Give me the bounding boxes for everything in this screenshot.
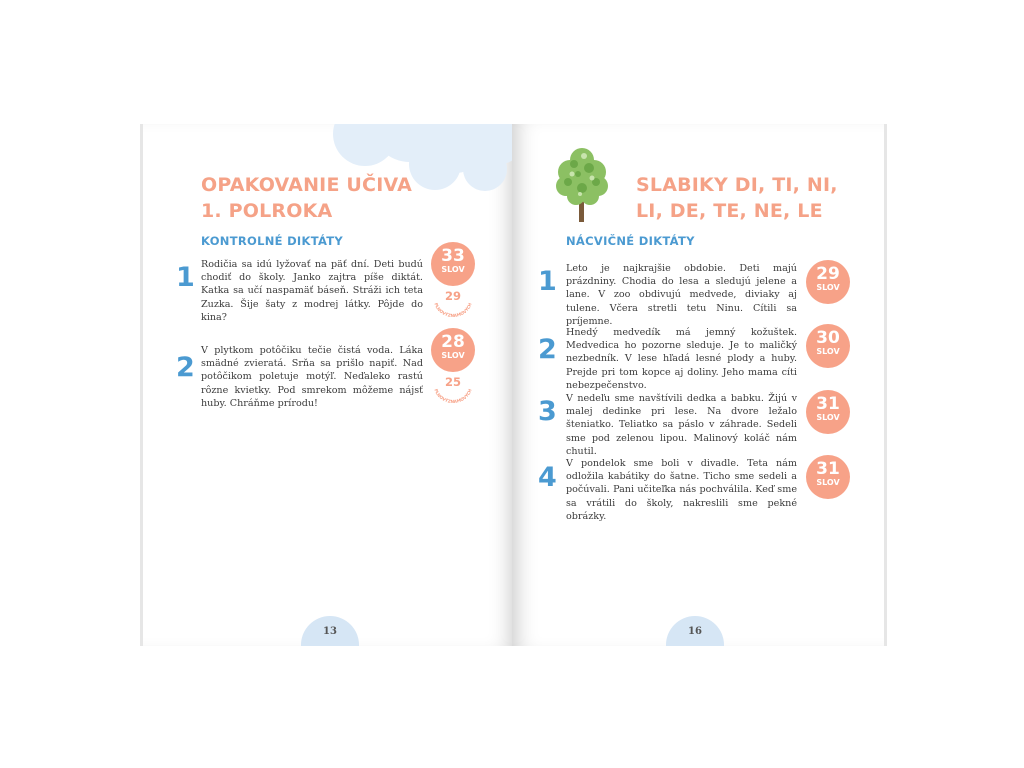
page-number: 16 xyxy=(688,626,702,637)
content-word-count: 29 xyxy=(444,289,461,303)
right-page xyxy=(512,124,887,646)
dictation-number: 1 xyxy=(538,266,557,297)
word-count-badge xyxy=(431,242,475,286)
word-count: 31 xyxy=(816,394,840,414)
page-number-circle xyxy=(666,616,724,646)
dictation-text: V plytkom potôčiku tečie čistá voda. Láka smädné zvieratá. Srňa sa prišlo napiť. Nad potôčikom poletuje motýľ. Neďaleko rastú rôzne kvietky. Pod smrekom môžeme nájsť huby. Chráňme prírodu! xyxy=(201,345,423,409)
word-count: 29 xyxy=(816,264,840,284)
word-count: 30 xyxy=(816,328,840,348)
dictation-number: 2 xyxy=(176,352,195,383)
content-word-arc xyxy=(430,290,476,318)
word-count: 28 xyxy=(441,332,465,352)
svg-text:PLNOVÝZNAMOVÝCH: PLNOVÝZNAMOVÝCH xyxy=(433,302,473,318)
word-count: 33 xyxy=(441,246,465,266)
word-count-badge xyxy=(806,260,850,304)
word-label: SLOV xyxy=(441,351,465,360)
page-number: 13 xyxy=(323,626,337,637)
title-line-2: LI, DE, TE, NE, LE xyxy=(636,200,823,222)
content-word-arc xyxy=(430,376,476,404)
page-title xyxy=(636,172,838,224)
left-page xyxy=(140,124,515,646)
dictation-text: V pondelok sme boli v divadle. Teta nám odložila kabátiky do šatne. Ticho sme sedeli a počúvali. Pani učiteľka nás pochválila. Keď sme sa vrátili do školy, nakreslili sme pekné obrázky. xyxy=(566,458,797,522)
svg-text:PLNOVÝZNAMOVÝCH: PLNOVÝZNAMOVÝCH xyxy=(433,388,473,404)
content-word-badge xyxy=(430,376,476,404)
page-title xyxy=(201,172,412,224)
dictation-number: 4 xyxy=(538,462,557,493)
word-count-badge xyxy=(431,328,475,372)
title-line-2: 1. POLROKA xyxy=(201,200,333,222)
word-label: SLOV xyxy=(816,478,840,487)
dictation-text: Hnedý medvedík má jemný kožuštek. Medvedica ho pozorne sleduje. Je to maličký nezbedník. V lese hľadá lesné plody a huby. Prejde pri tom kopce aj doliny. Jeho mama cíti nebezpečenstvo. xyxy=(566,327,797,391)
tree-illustration xyxy=(554,144,610,224)
dictation-number: 3 xyxy=(538,396,557,427)
dictation-number: 1 xyxy=(176,262,195,293)
word-count-badge xyxy=(806,455,850,499)
word-count: 31 xyxy=(816,459,840,479)
dictation-number: 2 xyxy=(538,334,557,365)
dictation-text: Leto je najkrajšie obdobie. Deti majú prázdniny. Chodia do lesa a sledujú jelene a lane. V zoo obdivujú medvede, diviaky aj tulene. Včera stretli tetu Ninu. Cítili sa príjemne. xyxy=(566,263,797,327)
title-line-1: OPAKOVANIE UČIVA xyxy=(201,174,412,196)
content-word-count: 25 xyxy=(444,375,461,389)
page-number-circle xyxy=(301,616,359,646)
word-label: SLOV xyxy=(816,283,840,292)
book-spread xyxy=(140,124,884,646)
word-count-badge xyxy=(806,324,850,368)
word-count-badge xyxy=(806,390,850,434)
content-word-badge xyxy=(430,290,476,318)
dictation-text: V nedeľu sme navštívili dedka a babku. Žijú v malej dedinke pri lese. Na dvore ležalo šteniatko. Teliatko sa páslo v záhrade. Sedeli sme pod zelenou lipou. Malinový koláč nám chutil. xyxy=(566,393,797,457)
word-label: SLOV xyxy=(816,413,840,422)
title-line-1: SLABIKY DI, TI, NI, xyxy=(636,174,838,196)
dictation-text: Rodičia sa idú lyžovať na päť dní. Deti budú chodiť do školy. Janko zajtra píše diktát. Katka sa učí naspamäť báseň. Stráži ich teta Zuzka. Šije šaty z modrej látky. Pôjde do kina? xyxy=(201,259,423,323)
section-subtitle: KONTROLNÉ DIKTÁTY xyxy=(201,234,344,248)
section-subtitle: NÁCVIČNÉ DIKTÁTY xyxy=(566,234,695,248)
word-label: SLOV xyxy=(816,347,840,356)
word-label: SLOV xyxy=(441,265,465,274)
